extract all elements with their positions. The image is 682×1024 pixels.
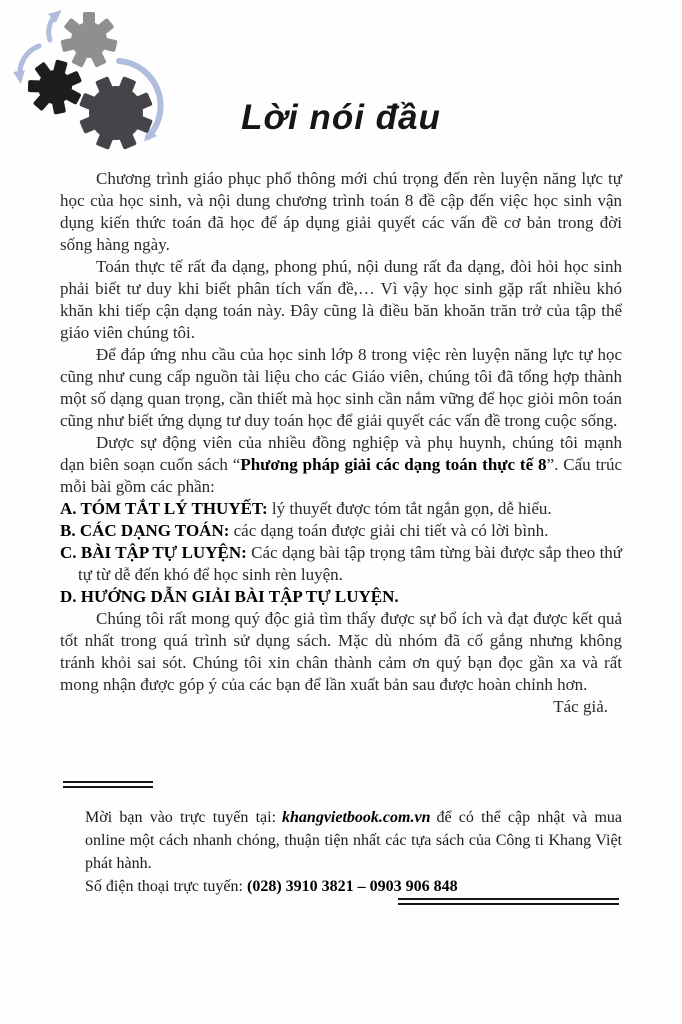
paragraph-2: Toán thực tế rất đa dạng, phong phú, nội dung rất đa dạng, đòi hỏi học sinh phải biết tư duy khi biết phân tích vấn đề,… Vì vậy học sinh gặp rất nhiều khó khăn khi tiếp cận dạng toán này. Đây cũng là điều băn khoăn trăn trở của tập thể giáo viên chúng tôi. <box>60 257 622 342</box>
paragraph-4-text-before: Dược sự động viên của nhiều đồng nghiệp và phụ huynh, chúng tôi mạnh dạn biên soạn cuốn sách “ <box>60 433 622 474</box>
hotline-label: Số điện thoại trực tuyến: <box>85 878 247 895</box>
list-item-desc: Các dạng bài tập trọng tâm từng bài được sắp theo thứ tự từ dễ đến khó để học sinh rèn luyện. <box>78 543 623 584</box>
list-item <box>60 520 622 542</box>
website-text: khangvietbook.com.vn <box>282 809 431 826</box>
list-item-desc: lý thuyết được tóm tắt ngắn gọn, dễ hiểu. <box>271 499 552 518</box>
rotation-arrow-icon <box>49 14 57 40</box>
paragraph-3: Để đáp ứng nhu cầu của học sinh lớp 8 trong việc rèn luyện năng lực tự học cũng như cung cấp nguồn tài liệu cho các Giáo viên, chúng tôi đã tổng hợp thành một số dạng quan trọng, cần thiết mà học sinh cần nắm vững để học giỏi môn toán cũng như biết ứng dụng tư duy toán học để giải quyết các vấn đề trong cuộc sống. <box>60 345 622 430</box>
list-item <box>60 542 622 586</box>
book-title: Phương pháp giải các dạng toán thực tế 8 <box>240 455 547 474</box>
footer-note <box>85 806 622 898</box>
paragraph-1: Chương trình giáo phục phổ thông mới chú trọng đến rèn luyện năng lực tự học của học sinh, và nội dung chương trình toán 8 đề cập đến việc học sinh vận dụng kiến thức toán đã học để áp dụng giải quyết các vấn đề cơ bản trong đời sống hàng ngày. <box>60 169 622 254</box>
list-item-desc: các dạng toán được giải chi tiết và có lời bình. <box>233 521 549 540</box>
paragraph-4-text-after: ”. Cấu trúc mỗi bài gồm các phần: <box>60 455 622 496</box>
page-title: Lời nói đầu <box>241 98 441 137</box>
footer-line-website <box>85 806 622 875</box>
list-item-label: D. HƯỚNG DẪN GIẢI BÀI TẬP TỰ LUYỆN. <box>60 587 399 606</box>
list-item-label: B. CÁC DẠNG TOÁN: <box>60 521 230 540</box>
paragraph-4 <box>60 432 622 498</box>
footer-text-before: Mời bạn vào trực tuyến tại: <box>85 809 277 826</box>
list-item-label: C. BÀI TẬP TỰ LUYỆN: <box>60 543 247 562</box>
list-item <box>60 586 622 608</box>
footer-text-after: để có thể cập nhật và mua online một cách nhanh chóng, thuận tiện nhất các tựa sách của Công ti Khang Việt phát hành. <box>85 809 622 872</box>
rotation-arrow-icon <box>20 46 39 78</box>
list-item-label: A. TÓM TẮT LÝ THUYẾT: <box>60 499 268 518</box>
divider-bottom <box>398 898 619 905</box>
list-item <box>60 498 622 520</box>
divider-top <box>63 781 153 788</box>
preface-body <box>60 168 622 718</box>
hotline-numbers: (028) 3910 3821 – 0903 906 848 <box>246 878 458 895</box>
paragraph-5: Chúng tôi rất mong quý độc giả tìm thấy được sự bổ ích và đạt được kết quả tốt nhất trong quá trình sử dụng sách. Mặc dù nhóm đã cố gắng nhưng không tránh khỏi sai sót. Chúng tôi xin chân thành cảm ơn quý bạn đọc gần xa và rất mong nhận được góp ý của các bạn để lần xuất bản sau được hoàn chỉnh hơn. <box>60 609 622 694</box>
signature: Tác giả. <box>553 697 608 716</box>
footer-line-hotline <box>85 875 622 898</box>
gear-small-gray-icon <box>60 12 117 68</box>
